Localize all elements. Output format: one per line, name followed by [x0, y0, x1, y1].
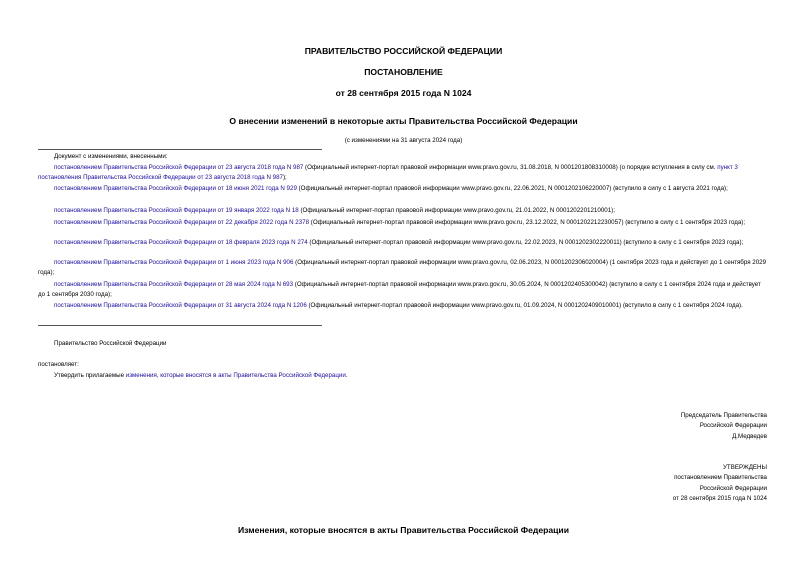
change-item-8: постановлением Правительства Российской Федерации от 31 августа 2024 года N 1206 (Официальный интернет-портал правовой информации www.pravo.gov.ru, 01.09.2024, N 0001202409010001) (вступило в силу с 1 сентября 2024 года).: [54, 302, 743, 309]
change-item-1: постановлением Правительства Российской Федерации от 23 августа 2018 года N 987 (Официальный интернет-портал правовой информации www.pravo.gov.ru, 31.08.2018, N 0001201808310008) (о порядке вступления в силу см. пункт 3 постановления Правительства Российской Федерации от 23 августа 2018 года N 987);: [38, 164, 738, 182]
revision-note: (с изменениями на 31 августа 2024 года): [344, 137, 463, 144]
change-link-3[interactable]: постановлением Правительства Российской Федерации от 19 января 2022 года N 18: [54, 207, 299, 214]
signature-block: [681, 411, 767, 442]
approve-link[interactable]: изменения, которые вносятся в акты Правительства Российской Федерации: [125, 372, 346, 379]
signature-title: Председатель Правительства: [680, 412, 767, 419]
top-divider: [38, 149, 322, 150]
change-item-4: постановлением Правительства Российской Федерации от 22 декабря 2022 года N 2378 (Официальный интернет-портал правовой информации www.pravo.gov.ru, 23.12.2022, N 0001202212230057) (вступило в силу с 1 сентября 2023 года);: [54, 219, 746, 226]
approved-line-4: от 28 сентября 2015 года N 1024: [672, 495, 767, 503]
change-item-2: постановлением Правительства Российской Федерации от 18 июня 2021 года N 929 (Официальный интернет-портал правовой информации www.pravo.gov.ru, 22.06.2021, N 0001202106220007) (вступило в силу с 1 августа 2021 года);: [54, 185, 728, 192]
change-item-3: постановлением Правительства Российской Федерации от 19 января 2022 года N 18 (Официальный интернет-портал правовой информации www.pravo.gov.ru, 21.01.2022, N 0001202201210001);: [54, 207, 615, 214]
change-link-8[interactable]: постановлением Правительства Российской Федерации от 31 августа 2024 года N 1206: [54, 302, 307, 309]
bottom-divider: [38, 325, 322, 326]
approved-heading: УТВЕРЖДЕНЫ: [723, 464, 767, 471]
doc-date-number: от 28 сентября 2015 года N 1024: [335, 88, 472, 98]
change-item-6: постановлением Правительства Российской Федерации от 1 июня 2023 года N 906 (Официальный интернет-портал правовой информации www.pravo.gov.ru, 02.06.2023, N 0001202306020004) (1 сентября 2023 года и действует до 1 сентября 2029 года);: [38, 259, 767, 277]
change-item-7: постановлением Правительства Российской Федерации от 28 мая 2024 года N 693 (Официальный интернет-портал правовой информации www.pravo.gov.ru, 30.05.2024, N 0001202405300042) (вступило в силу с 1 сентября 2024 года и действует до 1 сентября 2030 года);: [38, 281, 761, 299]
change-link-1[interactable]: постановлением Правительства Российской Федерации от 23 августа 2018 года N 987: [54, 164, 304, 171]
approved-block: [673, 463, 767, 505]
doc-title: О внесении изменений в некоторые акты Правительства Российской Федерации: [229, 116, 578, 126]
government-label: Правительство Российской Федерации: [54, 340, 167, 347]
change-link-4[interactable]: постановлением Правительства Российской Федерации от 22 декабря 2022 года N 2378: [54, 219, 310, 226]
approved-line-3: Российской Федерации: [699, 484, 767, 492]
changes-intro: Документ с изменениями, внесенными:: [54, 153, 168, 160]
org-name: ПРАВИТЕЛЬСТВО РОССИЙСКОЙ ФЕДЕРАЦИИ: [304, 46, 503, 56]
signature-name: Д.Медведев: [732, 432, 767, 440]
doc-type: ПОСТАНОВЛЕНИЕ: [364, 67, 443, 77]
signature-country: Российской Федерации: [699, 422, 767, 430]
change-link-2[interactable]: постановлением Правительства Российской Федерации от 18 июня 2021 года N 929: [54, 185, 297, 192]
section-title: Изменения, которые вносятся в акты Правительства Российской Федерации: [237, 525, 569, 535]
approve-paragraph: Утвердить прилагаемые изменения, которые вносятся в акты Правительства Российской Федерации.: [54, 372, 348, 379]
approved-line-2: постановлением Правительства: [674, 474, 767, 482]
change-link-7[interactable]: постановлением Правительства Российской Федерации от 28 мая 2024 года N 693: [54, 281, 294, 288]
decides-label: постановляет:: [38, 361, 79, 368]
change-link-6[interactable]: постановлением Правительства Российской Федерации от 1 июня 2023 года N 906: [54, 259, 294, 266]
change-link-1b[interactable]: пункт 3 постановления Правительства Российской Федерации от 23 августа 2018 года N 987: [38, 164, 738, 182]
change-item-5: постановлением Правительства Российской Федерации от 18 февраля 2023 года N 274 (Официальный интернет-портал правовой информации www.pravo.gov.ru, 22.02.2023, N 0001202302220011) (вступило в силу с 1 сентября 2023 года);: [54, 239, 744, 246]
change-link-5[interactable]: постановлением Правительства Российской Федерации от 18 февраля 2023 года N 274: [54, 239, 308, 246]
